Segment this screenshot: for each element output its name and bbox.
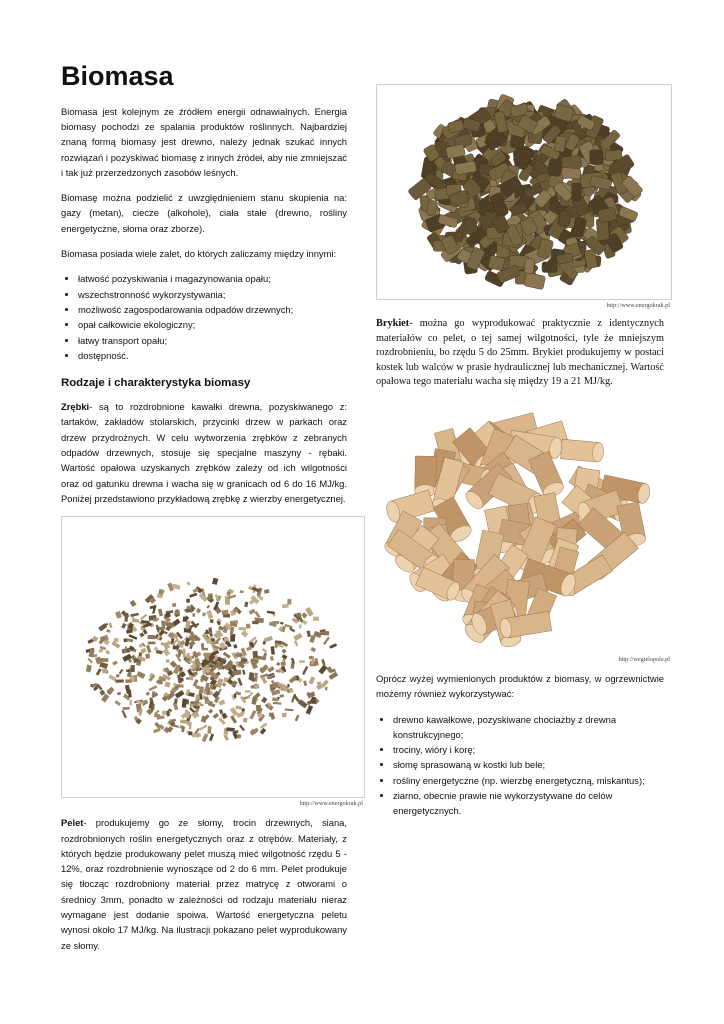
intro-paragraph-2: Biomasę można podzielić z uwzględnieniem stanu skupienia na: gazy (metan), ciecze (alkohole), ciała stałe (drewno, rośliny energetyczne, słoma oraz zborze). bbox=[61, 192, 347, 234]
intro-paragraph-3: Biomasa posiada wiele zalet, do których zaliczamy między innymi: bbox=[61, 248, 337, 260]
other-intro: Oprócz wyżej wymienionych produktów z biomasy, w ogrzewnictwie możemy również wykorzystywać: bbox=[376, 672, 664, 700]
pellets-photo bbox=[376, 84, 672, 300]
right-column bbox=[376, 84, 670, 829]
list-item: • dostępność. bbox=[78, 348, 347, 363]
list-item: • trociny, wióry i korę; bbox=[393, 742, 664, 757]
advantages-list bbox=[61, 271, 347, 363]
list-item: • wszechstronność wykorzystywania; bbox=[78, 287, 347, 302]
page-title: Biomasa bbox=[61, 61, 174, 91]
pelet-text: - produkujemy go ze słomy, trocin drzewnych, siana, rozdrobnionych roślin energetycznych oraz z otrębów. Materiały, z których będzie produkowany pelet muszą mieć wilgotność rzędu 5 - 12%, oraz rozdrobnienie wynoszące od 2 do 6 mm. Pelet produkuje się tłocząc rozdrobniony materiał przez matrycę z otworami o średnicy 3mm, ponadto w zależności od rodzaju materiału nieraz wymagane jest dodanie spoiwa. Wartość energetyczna peletu wynosi około 17 MJ/kg. Na ilustracji pokazano pelet wyprodukowany ze słomy. bbox=[61, 817, 347, 951]
pelet-term: Pelet bbox=[61, 817, 84, 829]
brykiet-block bbox=[376, 317, 664, 390]
intro-paragraph-1: Biomasa jest kolejnym ze źródłem energii odnawialnych. Energia biomasy pochodzi ze spalania produktów roślinnych. Najbardziej znaną formą biomasy jest drewno, należy jednak szukać innych rozwiązań i pozyskiwać biomasę z innych źródeł, aby nie zmniejszać i tak już przerzedzonych zasobów leśnych. bbox=[61, 105, 347, 178]
other-products-list bbox=[376, 712, 664, 819]
list-item: • drewno kawałkowe, pozyskiwane chociażby z drewna konstrukcyjnego; bbox=[393, 712, 664, 743]
pelet-paragraph bbox=[61, 815, 347, 953]
list-item: • ziarno, obecnie prawie nie wykorzystywane do celów energetycznych. bbox=[393, 788, 664, 819]
left-column bbox=[61, 61, 363, 963]
list-item: • możliwość zagospodarowania odpadów drzewnych; bbox=[78, 302, 347, 317]
brykiet-paragraph bbox=[376, 317, 664, 390]
wood-chips-image bbox=[62, 517, 364, 797]
section-heading: Rodzaje i charakterystyka biomasy bbox=[61, 377, 251, 390]
list-item: • łatwy transport opału; bbox=[78, 333, 347, 348]
list-item: • opał całkowicie ekologiczny; bbox=[78, 317, 347, 332]
brykiet-text: - można go wyprodukować praktycznie z identycznych materiałów co pelet, o tej samej wilgotności, tyle że mniejszym rozdrobnieniu, bo rzędu 5 do 25mm. Brykiet produkujemy w postaci kostek lub walców w prasie hydraulicznej lub mechanicznej. Wartość opałowa tego materiału wacha się między 19 a 21 MJ/kg. bbox=[376, 318, 664, 388]
list-item: • słomę sprasowaną w kostki lub bele; bbox=[393, 757, 664, 772]
wood-chips-photo bbox=[61, 516, 365, 798]
zrebki-paragraph bbox=[61, 399, 347, 506]
chips-photo-caption: http://www.energokrak.pl bbox=[299, 800, 363, 808]
zrebki-text: - są to rozdrobnione kawałki drewna, pozyskiwanego z: tartaków, zakładów stolarskich, przycinki drzew w parkach oraz drzew przydrożnych. W celu wytworzenia zrębków z zebranych odpadów drzewnych, stosuje się specjalne maszyny - rębaki. Wartość opałowa uzyskanych zrębków zależy od ich wilgotności oraz od gatunku drewna i wacha się w granicach od 6 do 16 MJ/kg. Poniżej przedstawiono przykładową zrębkę z wierzby energetycznej. bbox=[61, 401, 347, 504]
briquette-photo-caption: http://wegielopole.pl bbox=[618, 655, 670, 663]
briquette-photo bbox=[376, 404, 670, 654]
zrebki-term: Zrębki bbox=[61, 401, 90, 413]
list-item: • łatwość pozyskiwania i magazynowania opału; bbox=[78, 271, 347, 286]
list-item: • rośliny energetyczne (np. wierzbę energetyczną, miskantus); bbox=[393, 773, 664, 788]
brykiet-term: Brykiet bbox=[376, 318, 410, 329]
pellets-image bbox=[377, 85, 671, 299]
briquette-image bbox=[376, 404, 670, 654]
pellets-photo-caption: http://www.energokrak.pl bbox=[606, 302, 670, 309]
